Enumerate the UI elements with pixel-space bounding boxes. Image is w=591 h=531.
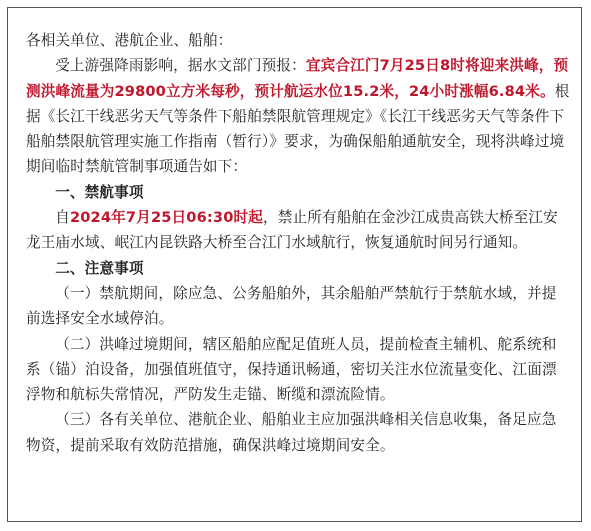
salutation: 各相关单位、港航企业、船舶： <box>26 32 233 49</box>
section1-prefix: 自 <box>55 209 70 227</box>
notice-item-1: （一）禁航期间，除应急、公务船舶外，其余船舶严禁航行于禁航水域，并提前选择安全水域停泊。 <box>26 284 557 328</box>
notice-content <box>26 28 571 458</box>
closure-time-highlight: 2024年7月25日06:30时起 <box>69 209 263 227</box>
intro-paragraph <box>26 53 571 179</box>
notice-item-2: （二）洪峰过境期间，辖区船舶应配足值班人员，提前检查主辅机、舵系统和系（锚）泊设备，加强值班值守，保持通讯畅通，密切关注水位流量变化、江面漂浮物和航标失常情况，严防发生走锚、断缆和漂流险情。 <box>26 335 557 404</box>
section1-paragraph <box>26 205 571 256</box>
notice-item-3: （三）各有关单位、港航企业、船舶业主应加强洪峰相关信息收集，备足应急物资，提前采取有效防范措施，确保洪峰过境期间安全。 <box>26 411 557 454</box>
intro-suffix: 根据《长江干线恶劣天气等条件下船舶禁限航管理规定》《长江干线恶劣天气等条件下船舶禁限航管理实施工作指南（暂行）》要求，为确保船舶通航安全，现将洪峰过境期间临时禁航管制事项通告如下： <box>26 82 570 176</box>
intro-prefix: 受上游强降雨影响，据水文部门预报： <box>55 57 306 75</box>
flood-forecast-highlight: 宜宾合江门7月25日8时将迎来洪峰，预测洪峰流量为29800立方米每秒，预计航运水位15.2米，24小时涨幅6.84米。 <box>26 57 569 100</box>
section1-heading: 一、禁航事项 <box>55 183 144 201</box>
section1-body: ，禁止所有船舶在金沙江成贵高铁大桥至江安龙王庙水域、岷江内昆铁路大桥至合江门水域航行，恢复通航时间另行通知。 <box>26 209 558 252</box>
section2-heading: 二、注意事项 <box>55 259 144 277</box>
